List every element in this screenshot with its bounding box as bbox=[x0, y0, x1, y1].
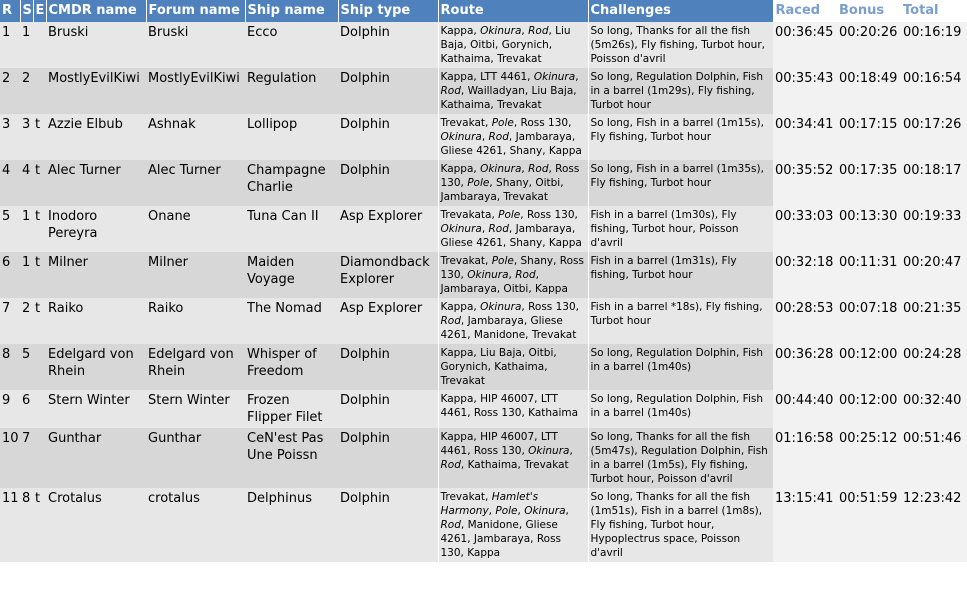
cell-ship-type: Asp Explorer bbox=[338, 206, 438, 252]
table-row bbox=[0, 68, 967, 114]
cell-ship-name: Delphinus bbox=[245, 488, 338, 562]
col-header-challenges[interactable]: Challenges bbox=[588, 0, 773, 22]
route-system-italic: Pole bbox=[467, 177, 490, 189]
table-row bbox=[0, 428, 967, 488]
cell-raced: 00:32:18 bbox=[773, 252, 837, 298]
cell-e: t bbox=[33, 160, 46, 206]
cell-e: t bbox=[33, 252, 46, 298]
cell-ship-name: The Nomad bbox=[245, 298, 338, 344]
cell-bonus: 00:17:15 bbox=[837, 114, 901, 160]
cell-bonus: 00:13:30 bbox=[837, 206, 901, 252]
cell-e: t bbox=[33, 114, 46, 160]
cell-total: 00:17:26 bbox=[901, 114, 967, 160]
cell-route bbox=[438, 206, 588, 252]
cell-cmdr-name: Gunthar bbox=[46, 428, 146, 488]
route-text: Kappa, bbox=[440, 163, 481, 175]
cell-route bbox=[438, 488, 588, 562]
route-system-italic: Pole bbox=[491, 255, 514, 267]
cell-route bbox=[438, 22, 588, 68]
cell-challenges: So long, Fish in a barrel (1m15s), Fly fishing, Turbot hour bbox=[588, 114, 773, 160]
cell-forum-name: Bruski bbox=[146, 22, 245, 68]
cell-cmdr-name: Alec Turner bbox=[46, 160, 146, 206]
cell-route bbox=[438, 68, 588, 114]
route-text: Kappa, LTT 4461, bbox=[440, 71, 534, 83]
cell-ship-type: Dolphin bbox=[338, 22, 438, 68]
cell-e: t bbox=[33, 206, 46, 252]
cell-rank: 11 bbox=[0, 488, 20, 562]
header-row bbox=[0, 0, 967, 22]
cell-start: 3 bbox=[20, 114, 33, 160]
col-header-forum-name[interactable]: Forum name bbox=[146, 0, 245, 22]
route-system-italic: Okinura bbox=[528, 445, 570, 457]
cell-bonus: 00:18:49 bbox=[837, 68, 901, 114]
route-text: , Shany, Oitbi, Jambaraya, Trevakat bbox=[440, 177, 564, 203]
cell-start: 1 bbox=[20, 252, 33, 298]
route-system-italic: Rod bbox=[488, 223, 509, 235]
cell-ship-type: Diamondback Explorer bbox=[338, 252, 438, 298]
route-text: , bbox=[481, 223, 489, 235]
table-row bbox=[0, 298, 967, 344]
route-system-italic: Rod bbox=[528, 163, 549, 175]
route-text: , Ross 130, bbox=[513, 117, 572, 129]
cell-challenges: So long, Thanks for all the fish (1m51s), Fish in a barrel (1m8s), Fly fishing, Turbot hour, Hypoplectrus space, Poisson d'avril bbox=[588, 488, 773, 562]
cell-cmdr-name: Bruski bbox=[46, 22, 146, 68]
cell-challenges: So long, Regulation Dolphin, Fish in a barrel (1m40s) bbox=[588, 344, 773, 390]
cell-e bbox=[33, 344, 46, 390]
route-text: , Jambaraya, Gliese 4261, Manidone, Trevakat bbox=[440, 315, 577, 341]
route-text: Trevakat, bbox=[440, 491, 492, 503]
cell-total: 00:19:33 bbox=[901, 206, 967, 252]
cell-raced: 13:15:41 bbox=[773, 488, 837, 562]
cell-e bbox=[33, 428, 46, 488]
route-system-italic: Rod bbox=[528, 25, 549, 37]
cell-route bbox=[438, 428, 588, 488]
route-system-italic: Pole bbox=[491, 117, 514, 129]
cell-ship-type: Dolphin bbox=[338, 68, 438, 114]
cell-raced: 00:36:45 bbox=[773, 22, 837, 68]
cell-total: 00:20:47 bbox=[901, 252, 967, 298]
cell-ship-name: Whisper of Freedom bbox=[245, 344, 338, 390]
cell-start: 6 bbox=[20, 390, 33, 428]
route-text: , bbox=[521, 25, 529, 37]
cell-challenges: So long, Thanks for all the fish (5m47s), Regulation Dolphin, Fish in a barrel (1m5s), Fly fishing, Turbot hour, Poisson d'avril bbox=[588, 428, 773, 488]
col-header-cmdr-name[interactable]: CMDR name bbox=[46, 0, 146, 22]
cell-forum-name: Milner bbox=[146, 252, 245, 298]
cell-ship-name: Frozen Flipper Filet bbox=[245, 390, 338, 428]
cell-rank: 7 bbox=[0, 298, 20, 344]
cell-cmdr-name: MostlyEvilKiwi bbox=[46, 68, 146, 114]
cell-e bbox=[33, 68, 46, 114]
route-text: , Jambaraya, Oitbi, Kappa bbox=[440, 269, 568, 295]
route-text: , Liu Baja, Oitbi, Gorynich, Kathaima, Trevakat bbox=[440, 25, 571, 65]
col-header-e[interactable]: E bbox=[33, 0, 46, 22]
route-text: Kappa, Liu Baja, Oitbi, Gorynich, Kathaima, Trevakat bbox=[440, 347, 557, 387]
cell-rank: 5 bbox=[0, 206, 20, 252]
cell-ship-name: Ecco bbox=[245, 22, 338, 68]
route-text: , Jambaraya, Gliese 4261, Shany, Kappa bbox=[440, 223, 582, 249]
cell-raced: 00:36:28 bbox=[773, 344, 837, 390]
cell-cmdr-name: Azzie Elbub bbox=[46, 114, 146, 160]
cell-ship-name: Lollipop bbox=[245, 114, 338, 160]
route-text: , Jambaraya, Gliese 4261, Shany, Kappa bbox=[440, 131, 582, 157]
cell-ship-type: Dolphin bbox=[338, 390, 438, 428]
cell-challenges: So long, Fish in a barrel (1m35s), Fly fishing, Turbot hour bbox=[588, 160, 773, 206]
cell-bonus: 00:51:59 bbox=[837, 488, 901, 562]
route-system-italic: Hamlet's Harmony bbox=[440, 491, 539, 517]
cell-ship-type: Dolphin bbox=[338, 114, 438, 160]
cell-raced: 00:35:52 bbox=[773, 160, 837, 206]
cell-rank: 9 bbox=[0, 390, 20, 428]
route-text: , Kathaima, Trevakat bbox=[460, 459, 569, 471]
route-text: , bbox=[521, 163, 529, 175]
route-text: Kappa, HIP 46007, LTT 4461, Ross 130, Kathaima bbox=[440, 393, 579, 419]
cell-start: 2 bbox=[20, 298, 33, 344]
cell-cmdr-name: Raiko bbox=[46, 298, 146, 344]
cell-raced: 00:35:43 bbox=[773, 68, 837, 114]
route-text: , bbox=[488, 505, 496, 517]
table-row bbox=[0, 160, 967, 206]
col-header-start[interactable]: S bbox=[20, 0, 33, 22]
cell-cmdr-name: Edelgard von Rhein bbox=[46, 344, 146, 390]
col-header-ship-name[interactable]: Ship name bbox=[245, 0, 338, 22]
table-row bbox=[0, 206, 967, 252]
cell-total: 12:23:42 bbox=[901, 488, 967, 562]
cell-challenges: Fish in a barrel (1m31s), Fly fishing, Turbot hour bbox=[588, 252, 773, 298]
cell-forum-name: Raiko bbox=[146, 298, 245, 344]
cell-raced: 00:34:41 bbox=[773, 114, 837, 160]
cell-forum-name: Ashnak bbox=[146, 114, 245, 160]
route-text: , bbox=[565, 505, 569, 517]
cell-raced: 00:44:40 bbox=[773, 390, 837, 428]
cell-start: 2 bbox=[20, 68, 33, 114]
cell-forum-name: crotalus bbox=[146, 488, 245, 562]
cell-total: 00:32:40 bbox=[901, 390, 967, 428]
cell-bonus: 00:20:26 bbox=[837, 22, 901, 68]
route-text: , Wailladyan, Liu Baja, Kathaima, Trevakat bbox=[440, 85, 577, 111]
cell-start: 1 bbox=[20, 22, 33, 68]
cell-e: t bbox=[33, 298, 46, 344]
route-system-italic: Rod bbox=[440, 315, 461, 327]
cell-route bbox=[438, 252, 588, 298]
cell-ship-name: Regulation bbox=[245, 68, 338, 114]
cell-forum-name: Alec Turner bbox=[146, 160, 245, 206]
table-row bbox=[0, 114, 967, 160]
cell-rank: 8 bbox=[0, 344, 20, 390]
route-system-italic: Okinura bbox=[480, 163, 522, 175]
cell-ship-name: Champagne Charlie bbox=[245, 160, 338, 206]
cell-bonus: 00:12:00 bbox=[837, 390, 901, 428]
route-system-italic: Okinura bbox=[524, 505, 566, 517]
cell-start: 7 bbox=[20, 428, 33, 488]
cell-total: 00:21:35 bbox=[901, 298, 967, 344]
cell-bonus: 00:12:00 bbox=[837, 344, 901, 390]
col-header-raced[interactable]: Raced bbox=[773, 0, 837, 22]
cell-ship-type: Asp Explorer bbox=[338, 298, 438, 344]
cell-rank: 2 bbox=[0, 68, 20, 114]
cell-rank: 3 bbox=[0, 114, 20, 160]
cell-rank: 4 bbox=[0, 160, 20, 206]
col-header-bonus[interactable]: Bonus bbox=[837, 0, 901, 22]
cell-route bbox=[438, 114, 588, 160]
route-text: Trevakat, bbox=[440, 255, 492, 267]
route-system-italic: Rod bbox=[440, 519, 461, 531]
cell-ship-name: CeN'est Pas Une Poissn bbox=[245, 428, 338, 488]
table-row bbox=[0, 488, 967, 562]
cell-cmdr-name: Crotalus bbox=[46, 488, 146, 562]
cell-bonus: 00:25:12 bbox=[837, 428, 901, 488]
cell-e: t bbox=[33, 488, 46, 562]
cell-ship-name: Maiden Voyage bbox=[245, 252, 338, 298]
cell-ship-type: Dolphin bbox=[338, 344, 438, 390]
route-text: , Ross 130, bbox=[521, 301, 579, 313]
table-row bbox=[0, 22, 967, 68]
route-text: , bbox=[575, 71, 579, 83]
route-system-italic: Rod bbox=[440, 459, 461, 471]
cell-start: 5 bbox=[20, 344, 33, 390]
cell-total: 00:16:19 bbox=[901, 22, 967, 68]
cell-forum-name: Onane bbox=[146, 206, 245, 252]
route-text: Trevakata, bbox=[440, 209, 499, 221]
route-system-italic: Okinura bbox=[533, 71, 576, 83]
cell-challenges: So long, Thanks for all the fish (5m26s), Fly fishing, Turbot hour, Poisson d'avril bbox=[588, 22, 773, 68]
cell-forum-name: MostlyEvilKiwi bbox=[146, 68, 245, 114]
cell-route bbox=[438, 390, 588, 428]
cell-ship-type: Dolphin bbox=[338, 160, 438, 206]
cell-rank: 1 bbox=[0, 22, 20, 68]
cell-ship-type: Dolphin bbox=[338, 428, 438, 488]
col-header-route[interactable]: Route bbox=[438, 0, 588, 22]
route-text: , bbox=[508, 269, 516, 281]
cell-bonus: 00:11:31 bbox=[837, 252, 901, 298]
cell-forum-name: Stern Winter bbox=[146, 390, 245, 428]
cell-cmdr-name: Milner bbox=[46, 252, 146, 298]
cell-challenges: Fish in a barrel (1m30s), Fly fishing, Turbot hour, Poisson d'avril bbox=[588, 206, 773, 252]
route-text: Kappa, bbox=[440, 301, 481, 313]
cell-route bbox=[438, 344, 588, 390]
cell-bonus: 00:07:18 bbox=[837, 298, 901, 344]
cell-ship-type: Dolphin bbox=[338, 488, 438, 562]
col-header-ship-type[interactable]: Ship type bbox=[338, 0, 438, 22]
cell-total: 00:24:28 bbox=[901, 344, 967, 390]
cell-cmdr-name: Stern Winter bbox=[46, 390, 146, 428]
cell-cmdr-name: Inodoro Pereyra bbox=[46, 206, 146, 252]
col-header-rank[interactable]: R bbox=[0, 0, 20, 22]
cell-e bbox=[33, 390, 46, 428]
cell-total: 00:51:46 bbox=[901, 428, 967, 488]
route-system-italic: Okinura bbox=[440, 223, 482, 235]
cell-challenges: So long, Regulation Dolphin, Fish in a barrel (1m40s) bbox=[588, 390, 773, 428]
route-system-italic: Rod bbox=[440, 85, 461, 97]
route-text: , Ross 130, bbox=[520, 209, 578, 221]
cell-challenges: Fish in a barrel *18s), Fly fishing, Turbot hour bbox=[588, 298, 773, 344]
cell-e bbox=[33, 22, 46, 68]
col-header-total[interactable]: Total bbox=[901, 0, 967, 22]
results-body bbox=[0, 22, 967, 562]
route-text: Trevakat, bbox=[440, 117, 492, 129]
route-text: Kappa, bbox=[440, 25, 481, 37]
route-system-italic: Okinura bbox=[467, 269, 509, 281]
cell-raced: 00:28:53 bbox=[773, 298, 837, 344]
cell-start: 4 bbox=[20, 160, 33, 206]
route-text: , bbox=[517, 505, 525, 517]
cell-forum-name: Edelgard von Rhein bbox=[146, 344, 245, 390]
cell-challenges: So long, Regulation Dolphin, Fish in a barrel (1m29s), Fly fishing, Turbot hour bbox=[588, 68, 773, 114]
cell-route bbox=[438, 298, 588, 344]
cell-route bbox=[438, 160, 588, 206]
cell-forum-name: Gunthar bbox=[146, 428, 245, 488]
table-row bbox=[0, 390, 967, 428]
route-system-italic: Rod bbox=[515, 269, 536, 281]
cell-total: 00:16:54 bbox=[901, 68, 967, 114]
table-row bbox=[0, 344, 967, 390]
route-text: , bbox=[569, 445, 573, 457]
cell-raced: 01:16:58 bbox=[773, 428, 837, 488]
cell-start: 8 bbox=[20, 488, 33, 562]
route-system-italic: Okinura bbox=[480, 301, 522, 313]
cell-rank: 10 bbox=[0, 428, 20, 488]
route-system-italic: Rod bbox=[488, 131, 509, 143]
route-system-italic: Pole bbox=[495, 505, 518, 517]
route-text: , bbox=[481, 131, 489, 143]
cell-raced: 00:33:03 bbox=[773, 206, 837, 252]
route-text: , Ross 130, bbox=[440, 163, 580, 189]
cell-rank: 6 bbox=[0, 252, 20, 298]
route-system-italic: Okinura bbox=[480, 25, 522, 37]
table-row bbox=[0, 252, 967, 298]
cell-total: 00:18:17 bbox=[901, 160, 967, 206]
cell-bonus: 00:17:35 bbox=[837, 160, 901, 206]
route-system-italic: Okinura bbox=[440, 131, 482, 143]
route-system-italic: Pole bbox=[498, 209, 521, 221]
route-text: , Manidone, Gliese 4261, Jambaraya, Ross 130, Kappa bbox=[440, 519, 562, 559]
route-text: Kappa, HIP 46007, LTT 4461, Ross 130, bbox=[440, 431, 558, 457]
route-text: , Shany, Ross 130, bbox=[440, 255, 584, 281]
cell-start: 1 bbox=[20, 206, 33, 252]
cell-ship-name: Tuna Can II bbox=[245, 206, 338, 252]
